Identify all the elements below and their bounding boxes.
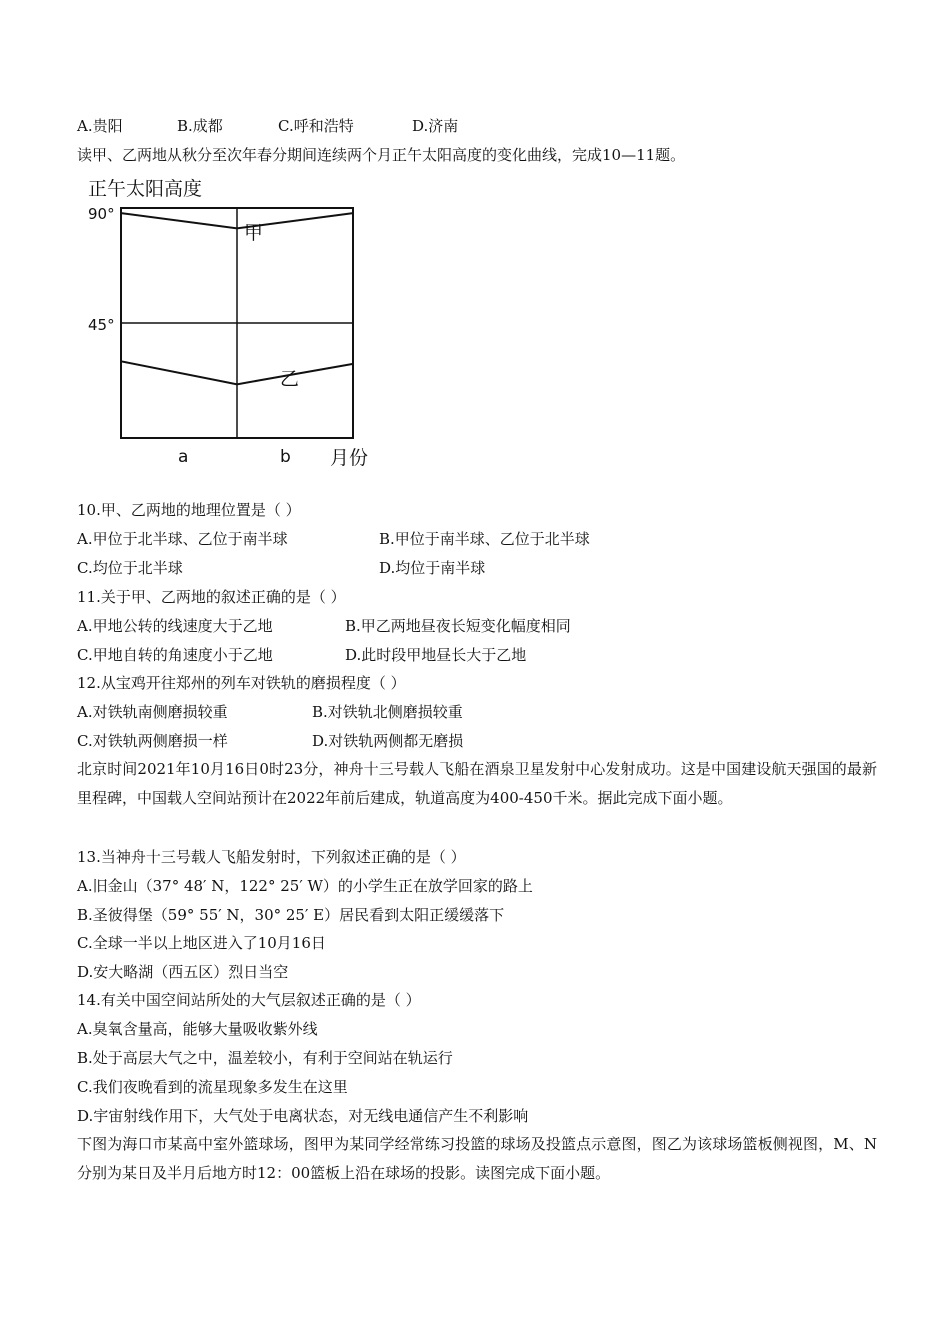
intro-10-11: 读甲、乙两地从秋分至次年春分期间连续两个月正午太阳高度的变化曲线，完成10—11题。 [77,146,686,164]
q12-option-c: C.对铁轨两侧磨损一样 [77,732,228,750]
intro-13-14: 北京时间2021年10月16日0时23分，神舟十三号载人飞船在酒泉卫星发射中心发射成功。这是中国建设航天强国的最新里程碑，中国载人空间站预计在2022年前后建成，轨道高度为400-450千米。据此完成下面小题。 [77,760,877,807]
q14-option-a: A.臭氧含量高，能够大量吸收紫外线 [77,1020,318,1038]
q9-option-b: B.成都 [177,117,223,135]
q9-option-c: C.呼和浩特 [278,117,354,135]
q9-option-d: D.济南 [412,117,459,135]
q14-stem: 14.有关中国空间站所处的大气层叙述正确的是（ ） [77,991,421,1009]
q10-option-b: B.甲位于南半球、乙位于北半球 [379,530,590,548]
q13-stem: 13.当神舟十三号载人飞船发射时，下列叙述正确的是（ ） [77,848,466,866]
q11-option-a: A.甲地公转的线速度大于乙地 [77,617,273,635]
q14-option-b: B.处于高层大气之中，温差较小，有利于空间站在轨运行 [77,1049,453,1067]
series-jia-label: 甲 [244,222,264,244]
q10-option-c: C.均位于北半球 [77,559,183,577]
q13-option-b: B.圣彼得堡（59° 55′ N，30° 25′ E）居民看到太阳正缓缓落下 [77,906,505,924]
q9-option-a: A.贵阳 [77,117,123,135]
q10-stem: 10.甲、乙两地的地理位置是（ ） [77,501,301,519]
x-tick-b: b [280,447,291,467]
q14-option-d: D.宇宙射线作用下，大气处于电离状态，对无线电通信产生不利影响 [77,1107,529,1125]
q12-option-d: D.对铁轨两侧都无磨损 [312,732,464,750]
q10-option-d: D.均位于南半球 [379,559,486,577]
y-tick-90: 90° [88,205,115,223]
q12-option-b: B.对铁轨北侧磨损较重 [312,703,463,721]
q13-option-c: C.全球一半以上地区进入了10月16日 [77,934,326,952]
y-tick-45: 45° [88,316,115,334]
q11-option-b: B.甲乙两地昼夜长短变化幅度相同 [345,617,571,635]
q11-option-d: D.此时段甲地昼长大于乙地 [345,646,527,664]
q11-option-c: C.甲地自转的角速度小于乙地 [77,646,273,664]
q13-option-a: A.旧金山（37° 48′ N，122° 25′ W）的小学生正在放学回家的路上 [77,877,533,895]
chart-title: 正午太阳高度 [88,178,203,200]
x-tick-a: a [178,447,189,467]
intro-next: 下图为海口市某高中室外篮球场，图甲为某同学经常练习投篮的球场及投篮点示意图，图乙为该球场篮板侧视图，M、N分别为某日及半月后地方时12：00篮板上沿在球场的投影。读图完成下面小题。 [77,1135,877,1182]
q11-stem: 11.关于甲、乙两地的叙述正确的是（ ） [77,588,346,606]
series-yi-label: 乙 [280,368,300,390]
sun-altitude-chart [84,175,384,475]
q14-option-c: C.我们夜晚看到的流星现象多发生在这里 [77,1078,348,1096]
x-axis-label: 月份 [330,447,369,469]
q13-option-d: D.安大略湖（西五区）烈日当空 [77,963,289,981]
q12-option-a: A.对铁轨南侧磨损较重 [77,703,228,721]
q12-stem: 12.从宝鸡开往郑州的列车对铁轨的磨损程度（ ） [77,674,406,692]
q10-option-a: A.甲位于北半球、乙位于南半球 [77,530,288,548]
